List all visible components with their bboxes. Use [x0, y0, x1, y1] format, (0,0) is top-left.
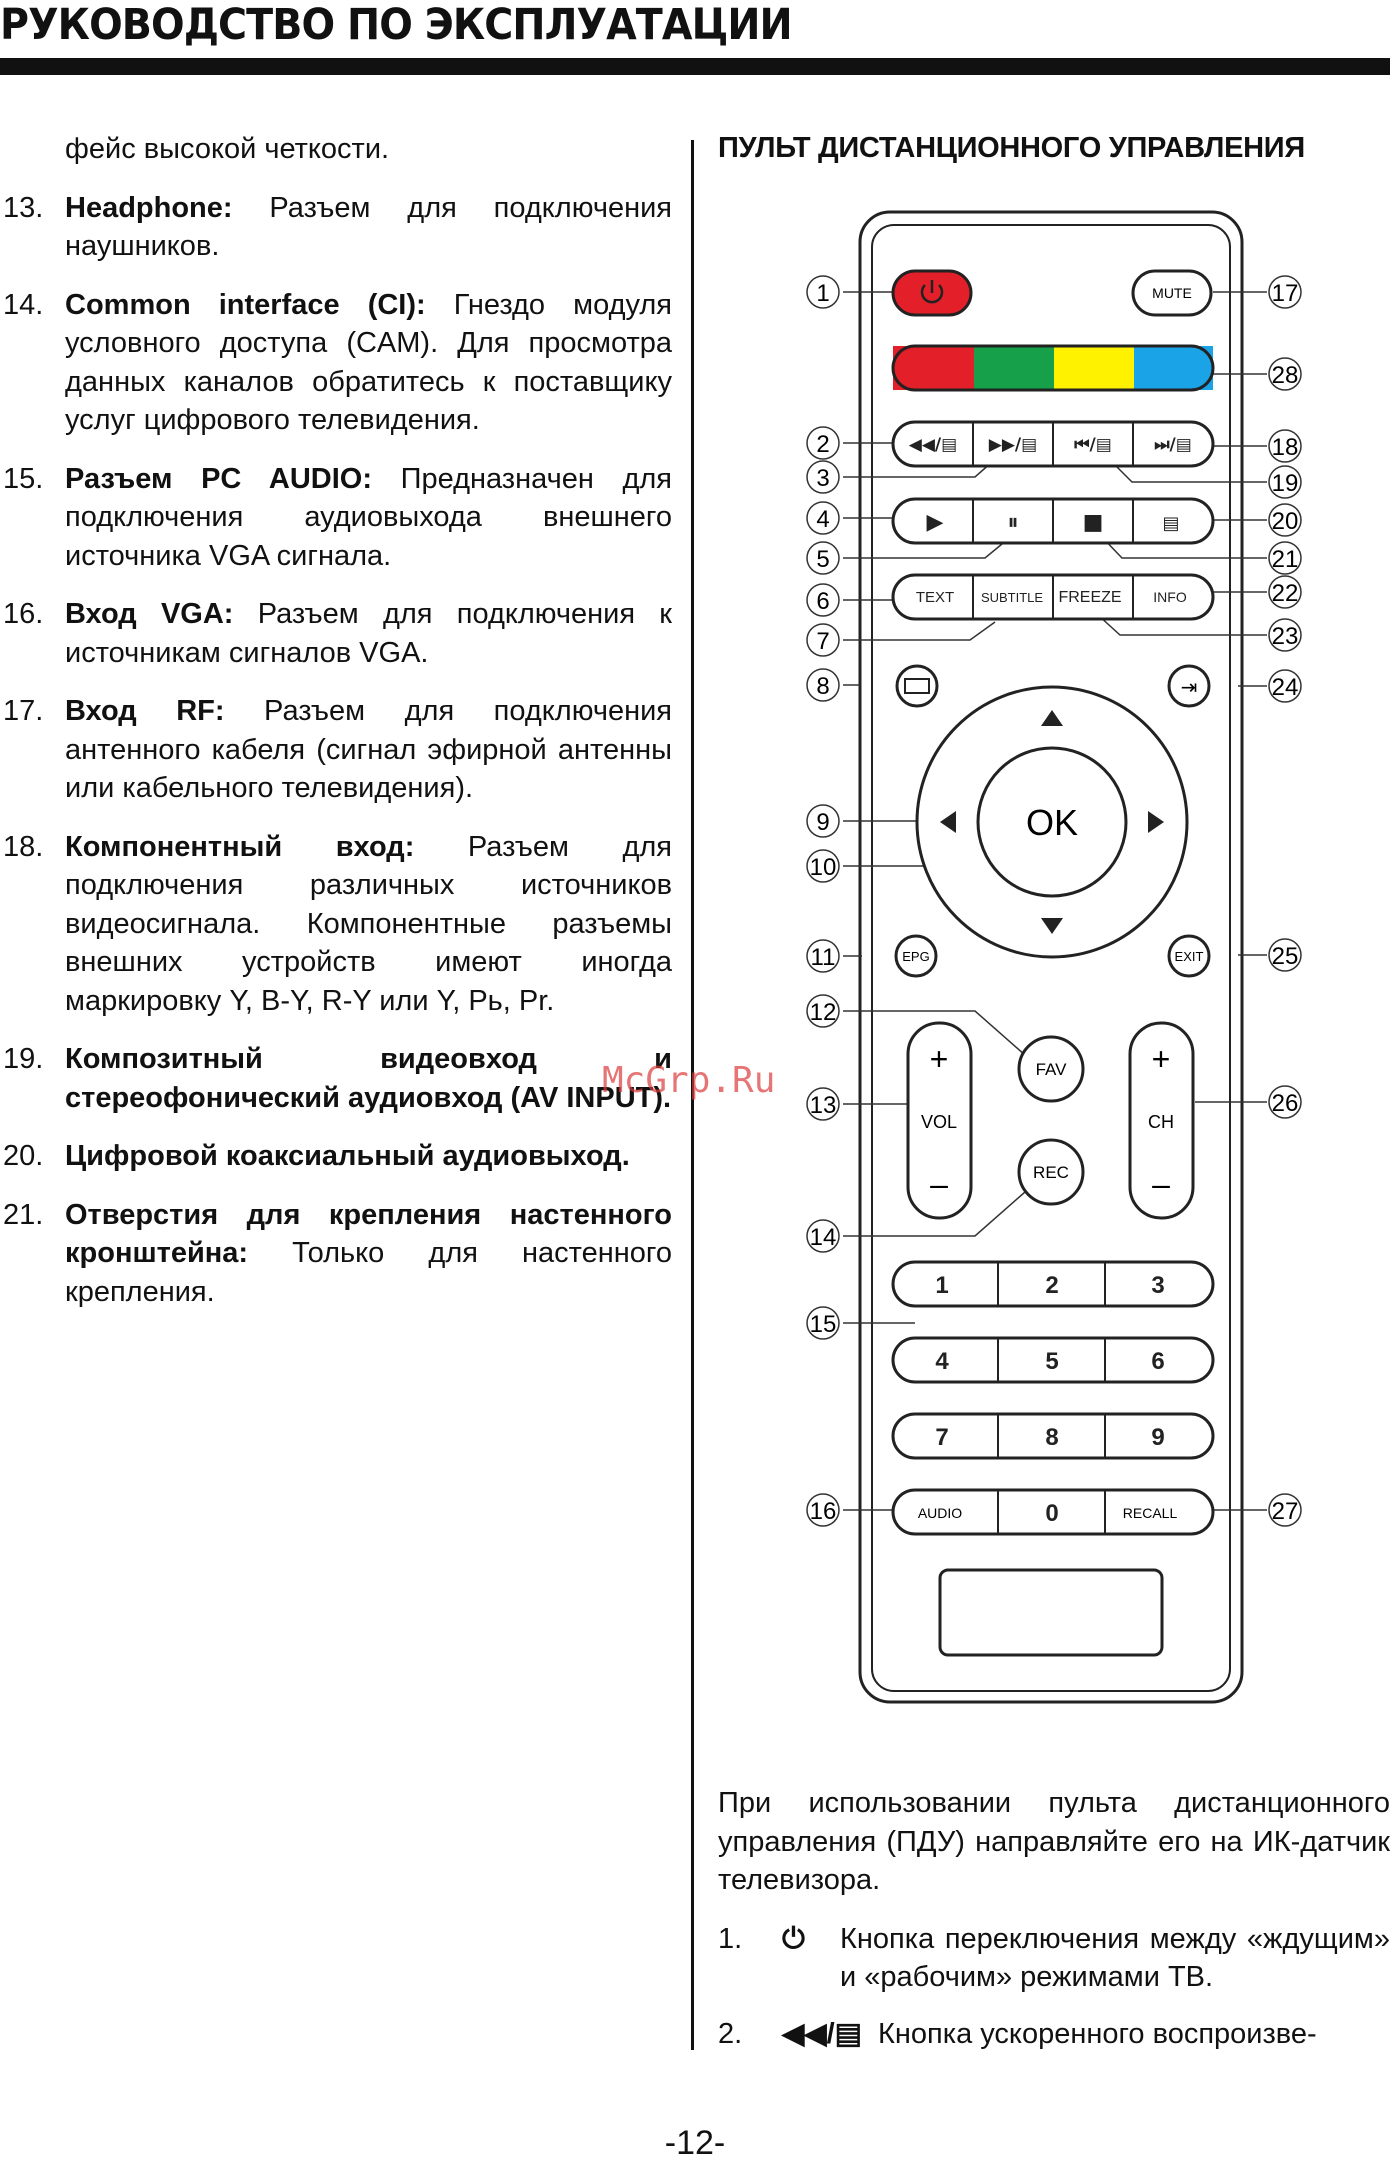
subtitle-button[interactable]: SUBTITLE: [980, 590, 1044, 605]
callout-number: 21: [1271, 546, 1299, 573]
digit-2[interactable]: 2: [1045, 1272, 1059, 1299]
digit-7[interactable]: 7: [935, 1424, 949, 1451]
watermark: McGrp.Ru: [602, 1060, 776, 1101]
callout-number: 11: [810, 944, 836, 971]
callout-number: 24: [1271, 674, 1299, 701]
info-button[interactable]: INFO: [1153, 589, 1187, 605]
remote-button-item: [718, 1920, 1390, 1997]
vol-plus[interactable]: +: [929, 1041, 949, 1077]
item-text: Кнопка ускоренного воспроизве-: [878, 2017, 1317, 2050]
digit-1[interactable]: 1: [935, 1272, 949, 1299]
epg-label: EPG: [902, 949, 930, 964]
yellow-key[interactable]: [1054, 346, 1134, 390]
continuation-text: фейс высокой четкости.: [65, 133, 390, 165]
digit-6[interactable]: 6: [1151, 1348, 1165, 1375]
item-number: 21.: [3, 1198, 44, 1231]
rewind-icon[interactable]: ◀◀/▤: [908, 435, 958, 455]
remote-button-item: [718, 2015, 1390, 2054]
left-column: [0, 130, 672, 1331]
callout-number: 2: [816, 431, 830, 458]
remote-intro: При использовании пульта дистанционного управления (ПДУ) направляйте его на ИК-датчик телевизора.: [718, 1787, 1390, 1896]
item-term: Отверстия для крепления настенного кронштейна:: [65, 1198, 672, 1269]
remote-window: [940, 1570, 1162, 1655]
color-keys[interactable]: [893, 346, 1213, 390]
item-text: [65, 1040, 672, 1117]
menu-button[interactable]: [897, 666, 937, 706]
ch-plus[interactable]: +: [1151, 1041, 1171, 1077]
callout-number: 4: [816, 506, 830, 533]
callout-number: 10: [809, 854, 837, 881]
remote-description: [718, 1784, 1390, 2071]
digit-5[interactable]: 5: [1045, 1348, 1059, 1375]
item-number: 17.: [3, 695, 44, 727]
vol-label: VOL: [920, 1112, 958, 1132]
digit-9[interactable]: 9: [1151, 1424, 1165, 1451]
pause-icon[interactable]: ⏸: [1007, 510, 1019, 535]
connector-item: [0, 1196, 672, 1312]
audio-button[interactable]: AUDIO: [917, 1505, 963, 1521]
item-text: Кнопка переключения между «ждущим» и «рабочим» режимами ТВ.: [840, 1922, 1390, 1993]
remote-diagram: [790, 200, 1390, 1730]
digit-3[interactable]: 3: [1151, 1272, 1165, 1299]
callout-number: 12: [809, 999, 837, 1026]
play-icon[interactable]: ▶: [926, 510, 944, 535]
page-title: РУКОВОДСТВО ПО ЭКСПЛУАТАЦИИ: [0, 0, 792, 50]
callout-number: 25: [1271, 943, 1299, 970]
ch-label: CH: [1148, 1112, 1174, 1132]
callout-number: 23: [1271, 623, 1299, 650]
item-term: Разъем PC AUDIO:: [65, 462, 372, 495]
ch-minus[interactable]: –: [1152, 1166, 1170, 1202]
fav-label: FAV: [1035, 1060, 1067, 1079]
item-number: 19.: [3, 1043, 44, 1075]
callout-number: 5: [816, 546, 830, 573]
item-term: Цифровой коаксиальный аудиовыход.: [65, 1140, 630, 1172]
button-symbol-icon: ⏻: [782, 1922, 805, 1955]
item-number: 14.: [3, 288, 44, 321]
item-description: Гнездо модуля условного доступа (CAM). Для просмотра данных каналов обратитесь к поставщику услуг цифрового телевидения.: [65, 288, 672, 436]
callout-number: 17: [1271, 280, 1299, 307]
item-number: 20.: [3, 1140, 44, 1172]
item-text: [65, 1137, 672, 1176]
callout-number: 14: [809, 1224, 837, 1251]
connector-item: [0, 189, 672, 266]
remote-section-title: ПУЛЬТ ДИСТАНЦИОННОГО УПРАВЛЕНИЯ: [718, 132, 1305, 164]
remote-button-list: [718, 1920, 1390, 2054]
page-number: -12-: [664, 2124, 726, 2162]
item-description: Разъем для подключения к источникам сигналов VGA.: [65, 598, 672, 669]
button-symbol-icon: ◀◀/▤: [782, 2017, 863, 2050]
callouts-right: [1269, 276, 1301, 1526]
fast-forward-icon[interactable]: ▶▶/▤: [988, 435, 1038, 455]
header-rule: [0, 58, 1390, 75]
item-term: Headphone:: [65, 191, 233, 224]
digit-8[interactable]: 8: [1045, 1424, 1059, 1451]
item-number: 15.: [3, 462, 44, 495]
item-description: Разъем для подключения наушников.: [65, 191, 672, 262]
item-number: 2.: [718, 2017, 743, 2050]
item-text: [65, 460, 672, 576]
callout-number: 3: [816, 465, 830, 492]
callout-number: 13: [809, 1092, 837, 1119]
connector-item: [0, 286, 672, 440]
callouts-left: [807, 276, 839, 1526]
green-key[interactable]: [974, 346, 1054, 390]
connector-item: [0, 460, 672, 576]
source-icon: ⇥: [1180, 675, 1198, 699]
digit-4[interactable]: 4: [935, 1348, 949, 1375]
connector-item: [0, 595, 672, 672]
callout-number: 27: [1271, 1498, 1299, 1525]
teletext-icon[interactable]: ▤: [1162, 513, 1180, 534]
text-button[interactable]: TEXT: [915, 589, 955, 606]
freeze-button[interactable]: FREEZE: [1058, 589, 1122, 606]
mute-label: MUTE: [1152, 285, 1192, 301]
vol-minus[interactable]: –: [930, 1166, 948, 1202]
item-description: Предназначен для подключения аудиовыхода внешнего источника VGA сигнала.: [65, 462, 673, 572]
item-number: 1.: [718, 1922, 743, 1955]
item-text: [65, 595, 672, 672]
callout-number: 26: [1271, 1090, 1299, 1117]
callout-number: 15: [809, 1311, 837, 1338]
item-term: Common interface (CI):: [65, 288, 426, 321]
callout-number: 28: [1271, 362, 1299, 389]
item-number: 18.: [3, 830, 44, 863]
callout-number: 8: [816, 673, 830, 700]
recall-button[interactable]: RECALL: [1122, 1505, 1178, 1521]
blue-key[interactable]: [1134, 346, 1213, 390]
item-term: Компонентный вход:: [65, 830, 415, 863]
connector-item: [0, 1137, 672, 1176]
previous-icon[interactable]: ⏮/▤: [1074, 435, 1112, 455]
rec-label: REC: [1033, 1163, 1069, 1182]
digit-0[interactable]: 0: [1045, 1500, 1059, 1527]
item-number: 16.: [3, 598, 44, 630]
item-description: Только для настенного крепления.: [65, 1237, 672, 1308]
callout-number: 19: [1271, 470, 1299, 497]
item-text: [65, 1196, 672, 1312]
connector-item: [0, 692, 672, 808]
callout-number: 9: [816, 809, 830, 836]
callout-number: 7: [816, 628, 830, 655]
red-key[interactable]: [893, 346, 974, 390]
item-text: [65, 286, 672, 440]
connector-item: [0, 828, 672, 1021]
item-term: Вход RF:: [65, 695, 225, 727]
item-description: Разъем для подключения различных источников видеосигнала. Компонентные разъемы внешних устройств имеют иногда маркировку Y, B-Y, R-Y или Y, Pь, Pr.: [65, 830, 672, 1017]
item-text: [65, 692, 672, 808]
item-description: Разъем для подключения антенного кабеля (сигнал эфирной антенны или кабельного телевидения).: [65, 695, 672, 804]
callout-number: 20: [1271, 508, 1299, 535]
stop-icon[interactable]: ■: [1082, 510, 1104, 535]
callout-number: 1: [816, 280, 830, 307]
item-term: Композитный видеовход и стереофонический аудиовход (AV INPUT).: [65, 1043, 672, 1114]
item-term: Вход VGA:: [65, 598, 234, 630]
exit-label: EXIT: [1174, 949, 1204, 964]
connector-item: [0, 1040, 672, 1117]
callout-number: 18: [1271, 434, 1299, 461]
callout-number: 22: [1271, 580, 1299, 607]
item-number: 13.: [3, 191, 44, 224]
connector-list: [0, 189, 672, 1312]
callout-number: 6: [816, 588, 830, 615]
item-text: [65, 189, 672, 266]
item-text: [65, 828, 672, 1021]
callout-number: 16: [809, 1498, 837, 1525]
next-icon[interactable]: ⏭/▤: [1154, 435, 1192, 455]
ok-label: OK: [1025, 802, 1079, 843]
